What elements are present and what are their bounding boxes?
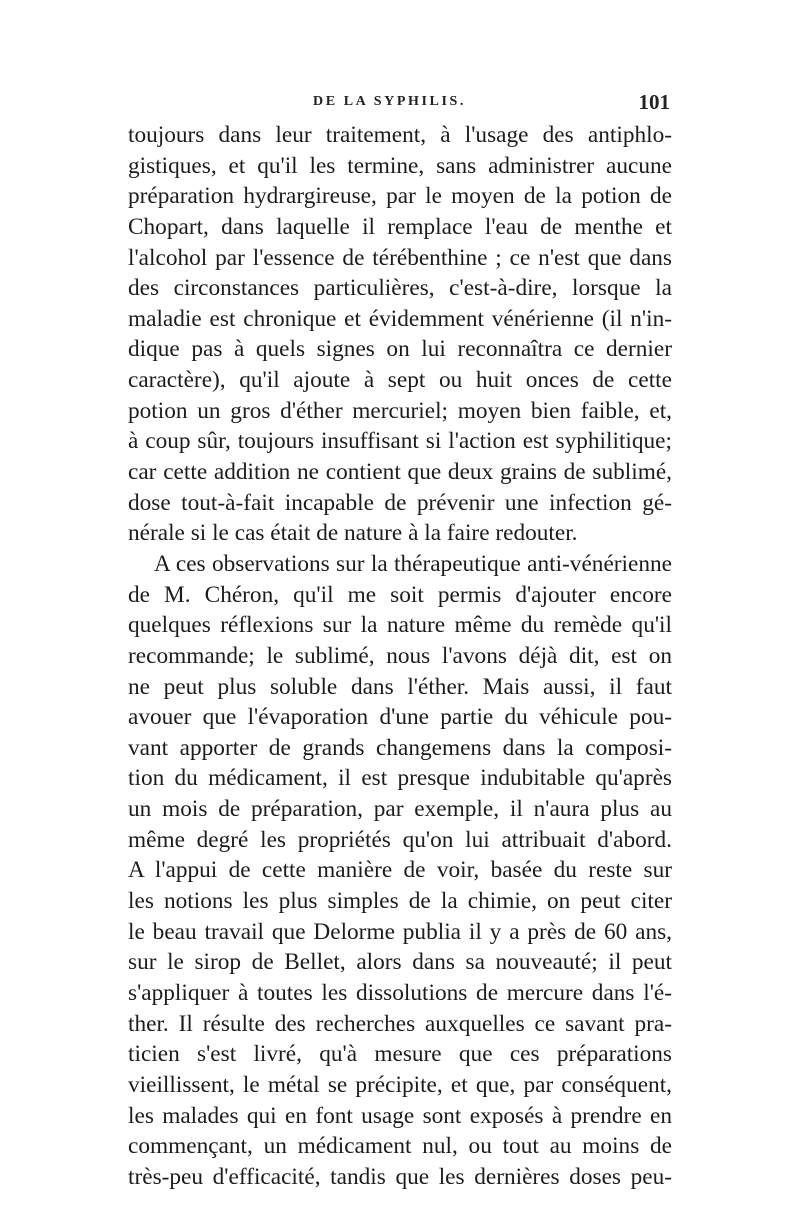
text-line: à coup sûr, toujours insuffisant si l'action est syphilitique; (128, 428, 672, 455)
text-line: commençant, un médicament nul, ou tout au moins de (128, 1133, 672, 1160)
text-line: dique pas à quels signes on lui reconnaîtra ce dernier (128, 336, 672, 363)
text-line: A l'appui de cette manière de voir, basée du reste sur (128, 857, 672, 884)
text-line: ne peut plus soluble dans l'éther. Mais aussi, il faut (128, 673, 672, 700)
text-line: toujours dans leur traitement, à l'usage des antiphlo- (128, 122, 672, 148)
text-line: gistiques, et qu'il les termine, sans administrer aucune (128, 152, 672, 179)
text-line: l'alcohol par l'essence de térébenthine ; ce n'est que dans (128, 244, 672, 271)
paragraph-end-line: nérale si le cas était de nature à la faire redouter. (128, 520, 578, 547)
text-line: des circonstances particulières, c'est-à-dire, lorsque la (128, 275, 672, 302)
text-line: quelques réflexions sur la nature même du remède qu'il (128, 612, 672, 639)
paragraph-start-line: A ces observations sur la thérapeutique anti-vénérienne (154, 550, 672, 577)
text-line: car cette addition ne contient que deux grains de sublimé, (128, 459, 672, 486)
text-line: potion un gros d'éther mercuriel; moyen bien faible, et, (128, 397, 672, 424)
text-line: les notions les plus simples de la chimie, on peut citer (128, 888, 672, 915)
text-line: de M. Chéron, qu'il me soit permis d'ajouter encore (128, 581, 672, 608)
text-line: vieillissent, le métal se précipite, et que, par conséquent, (128, 1071, 672, 1098)
running-head (128, 88, 672, 118)
text-line: les malades qui en font usage sont exposés à prendre en (128, 1102, 672, 1129)
text-line: ther. Il résulte des recherches auxquelles ce savant pra- (128, 1010, 672, 1037)
text-line: avouer que l'évaporation d'une partie du véhicule pou- (128, 704, 672, 731)
text-line: s'appliquer à toutes les dissolutions de mercure dans l'é- (128, 979, 672, 1006)
text-line: vant apporter de grands changemens dans la composi- (128, 734, 672, 761)
text-line: même degré les propriétés qu'on lui attribuait d'abord. (128, 826, 672, 853)
text-line: préparation hydrargireuse, par le moyen de la potion de (128, 183, 672, 210)
text-line: tion du médicament, il est presque indubitable qu'après (128, 765, 672, 792)
text-line: le beau travail que Delorme publia il y a près de 60 ans, (128, 918, 672, 945)
running-title: DE LA SYPHILIS. (313, 94, 466, 109)
text-line: sur le sirop de Bellet, alors dans sa nouveauté; il peut (128, 949, 672, 976)
text-line: Chopart, dans laquelle il remplace l'eau de menthe et (128, 213, 672, 240)
text-line: ticien s'est livré, qu'à mesure que ces préparations (128, 1041, 672, 1068)
body-text (128, 120, 672, 1192)
text-line: très-peu d'efficacité, tandis que les dernières doses peu- (128, 1163, 672, 1190)
text-line: un mois de préparation, par exemple, il n'aura plus au (128, 796, 672, 823)
text-line: caractère), qu'il ajoute à sept ou huit onces de cette (128, 367, 672, 394)
text-line: maladie est chronique et évidemment vénérienne (il n'in- (128, 305, 672, 332)
text-line: recommande; le sublimé, nous l'avons déjà dit, est on (128, 642, 672, 669)
page-number: 101 (638, 90, 670, 114)
text-line: dose tout-à-fait incapable de prévenir une infection gé- (128, 489, 672, 516)
